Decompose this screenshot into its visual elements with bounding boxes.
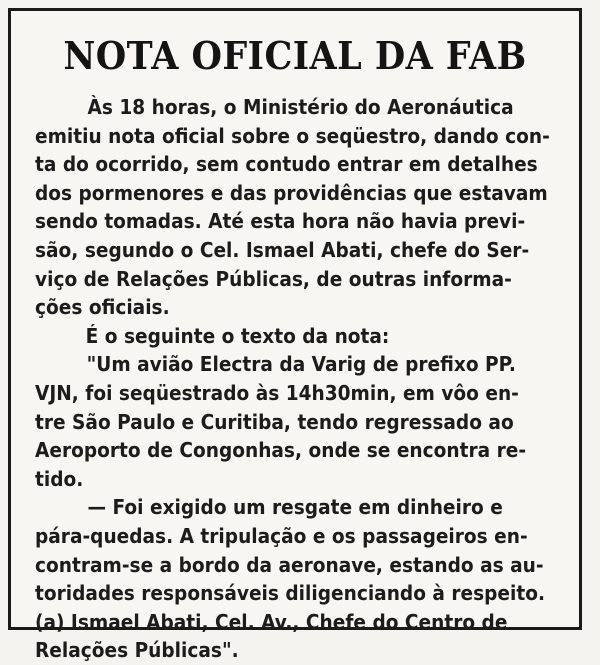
article-line: são, segundo o Cel. Ismael Abati, chefe do Ser- — [35, 237, 530, 262]
article-line: Às 18 horas, o Ministério do Aeronáutica — [87, 95, 514, 119]
article-headline: NOTA OFICIAL DA FAB — [63, 33, 527, 78]
article-line: VJN, foi seqüestrado às 14h30min, em vôo en- — [35, 380, 519, 405]
article-line: — Foi exigido um resgate em dinheiro e — [87, 495, 503, 520]
article-line: ta do ocorrido, sem contudo entrar em detalhes — [35, 152, 538, 177]
article-line: contram-se a bordo da aeronave, estando as au- — [35, 552, 544, 577]
article-line: pára-quedas. A tripulação e os passageiros en- — [35, 523, 528, 548]
article-line: tido. — [35, 466, 84, 491]
article-line: (a) Ismael Abati, Cel. Av., Chefe do Centro de — [35, 609, 508, 634]
article-line: Relações Públicas". — [35, 638, 239, 663]
newspaper-clipping — [8, 8, 582, 663]
article-body — [35, 93, 550, 665]
article-line: tre São Paulo e Curitiba, tendo regressado ao — [35, 409, 514, 434]
article-line: dos pormenores e das providências que estavam — [35, 180, 548, 205]
article-line: Aeroporto de Congonhas, onde se encontra re- — [35, 438, 527, 463]
article-line: sendo tomadas. Até esta hora não havia previ- — [35, 209, 526, 234]
article-line: É o seguinte o texto da nota: — [85, 323, 390, 348]
article-line: toridades responsáveis diligenciando à respeito. — [35, 581, 546, 606]
article-line: emitiu nota oficial sobre o seqüestro, dando con- — [35, 123, 550, 148]
article-line: viço de Relações Públicas, de outras informa- — [35, 266, 512, 291]
article-line: "Um avião Electra da Varig de prefixo PP. — [86, 352, 516, 377]
article-line: ções oficiais. — [35, 295, 170, 320]
